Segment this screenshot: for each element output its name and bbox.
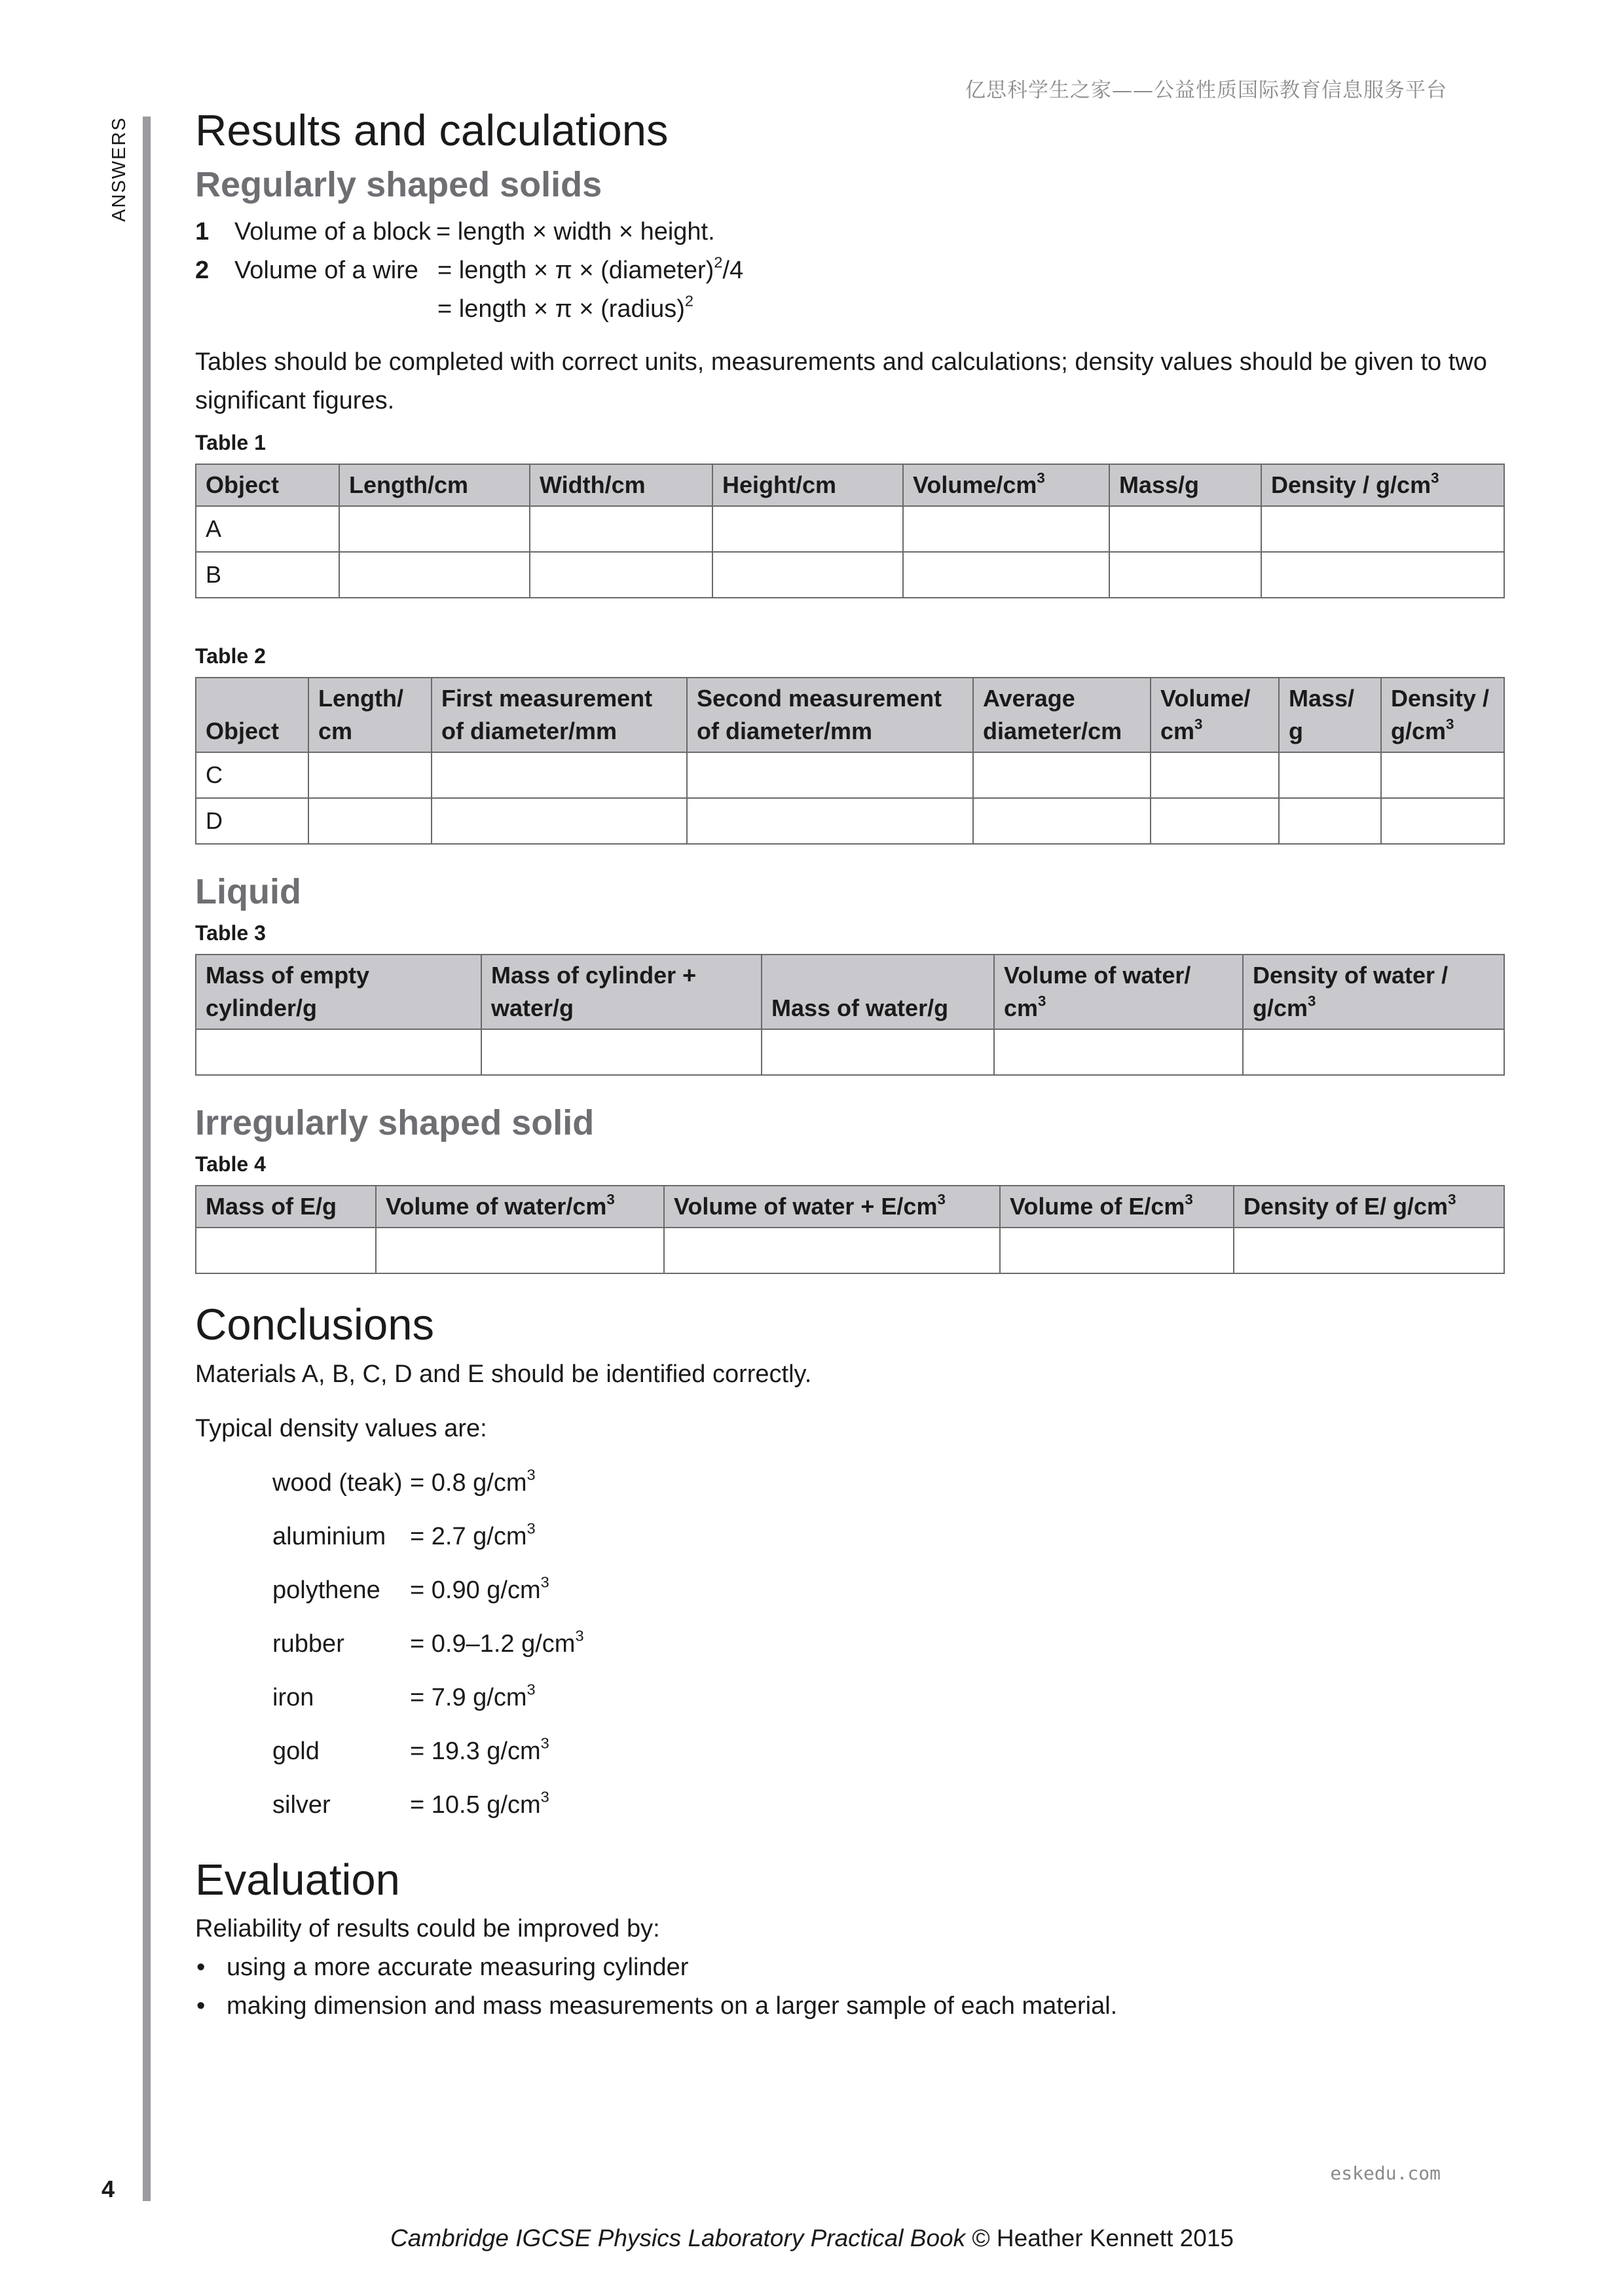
results-title: Results and calculations [195, 106, 669, 155]
table-cell[interactable] [762, 1029, 994, 1075]
conclusions-title: Conclusions [195, 1300, 434, 1349]
regular-solids-title: Regularly shaped solids [195, 165, 602, 205]
table-cell[interactable] [530, 506, 712, 552]
table-header: Length/ cm [308, 678, 432, 752]
table-header: Volume of water/ $cm^3$ [994, 955, 1243, 1029]
table-header: Volume of water + $E/cm^3$ [664, 1186, 1000, 1228]
table-cell[interactable] [1243, 1029, 1504, 1075]
table-header-row [196, 955, 1504, 1029]
table-header: Density of E/ $g/cm^3$ [1234, 1186, 1504, 1228]
equation-expression: = length × π × (diameter)$^2$/4 [437, 253, 744, 285]
density-value: = 0.9–1.2 $g/cm^3$ [410, 1627, 584, 1658]
table-header: Mass of empty cylinder/g [196, 955, 481, 1029]
table-cell[interactable] [530, 552, 712, 598]
table-row [196, 752, 1504, 798]
density-value: = 0.90 $g/cm^3$ [410, 1573, 549, 1604]
table-cell[interactable] [1279, 752, 1381, 798]
list-item: • making dimension and mass measurements on a larger sample of each material. [195, 1987, 1505, 2026]
table-header: Density of water / $g/cm^3$ [1243, 955, 1504, 1029]
table-header-row [196, 464, 1504, 506]
evaluation-list [195, 1948, 1505, 2026]
footer [0, 2225, 1624, 2252]
density-value: = 10.5 $g/cm^3$ [410, 1788, 549, 1819]
list-item [272, 1563, 1505, 1617]
list-item [272, 1617, 1505, 1671]
density-value: = 19.3 $g/cm^3$ [410, 1734, 549, 1765]
table-cell[interactable] [308, 752, 432, 798]
table-cell[interactable] [196, 1228, 376, 1273]
equation-number: 1 [195, 218, 210, 246]
table-header: Mass/ g [1279, 678, 1381, 752]
table-header-row [196, 678, 1504, 752]
table-header: Object [196, 678, 308, 752]
equation-expression: = length × width × height. [435, 218, 715, 246]
table-cell[interactable] [1151, 798, 1279, 844]
table-header: Density / $g/cm^3$ [1381, 678, 1504, 752]
table-cell[interactable] [339, 506, 530, 552]
list-item [272, 1456, 1505, 1510]
list-item [272, 1778, 1505, 1832]
table3 [195, 954, 1505, 1076]
table-row [196, 506, 1504, 552]
table-cell[interactable] [1279, 798, 1381, 844]
table-header-row [196, 1186, 1504, 1228]
table2-label: Table 2 [195, 644, 266, 668]
density-list [272, 1456, 1505, 1832]
equation-row [195, 290, 1505, 329]
table-cell[interactable] [1109, 506, 1261, 552]
irregular-solid-title: Irregularly shaped solid [195, 1102, 595, 1142]
table-cell[interactable] [712, 552, 903, 598]
equation-row [195, 251, 1505, 290]
table-header: Volume/$cm^3$ [903, 464, 1109, 506]
list-item [272, 1510, 1505, 1563]
table-row [196, 552, 1504, 598]
table-header: Second measurement of diameter/mm [687, 678, 973, 752]
density-value: = 2.7 $g/cm^3$ [410, 1520, 536, 1550]
equation-label: Volume of a block [234, 218, 431, 246]
table-header: Volume of water/$cm^3$ [376, 1186, 664, 1228]
table-header: Mass/g [1109, 464, 1261, 506]
side-label-text: ANSWERS [108, 116, 130, 222]
table-cell: D [196, 798, 308, 844]
table-header: Width/cm [530, 464, 712, 506]
list-item: • using a more accurate measuring cylinder [195, 1948, 1505, 1987]
table1-label: Table 1 [195, 431, 266, 455]
table-cell: C [196, 752, 308, 798]
watermark-bottom: eskedu.com [1330, 2162, 1441, 2184]
table-cell[interactable] [994, 1029, 1243, 1075]
table-header: First measurement of diameter/mm [432, 678, 687, 752]
table-cell[interactable] [1109, 552, 1261, 598]
material-name: polythene [272, 1576, 380, 1604]
page-content [195, 105, 1505, 2026]
table2 [195, 677, 1505, 845]
footer-copyright: © Heather Kennett 2015 [965, 2225, 1234, 2251]
table3-label: Table 3 [195, 920, 266, 945]
material-name: silver [272, 1791, 331, 1819]
material-name: aluminium [272, 1522, 386, 1550]
table-cell[interactable] [481, 1029, 762, 1075]
table-cell[interactable] [1151, 752, 1279, 798]
table-header: Average diameter/cm [973, 678, 1151, 752]
table-cell[interactable] [339, 552, 530, 598]
table-cell: A [196, 506, 339, 552]
list-item [272, 1724, 1505, 1778]
table-header: Mass of water/g [762, 955, 994, 1029]
table-cell[interactable] [1381, 752, 1504, 798]
list-item [272, 1671, 1505, 1724]
table-cell[interactable] [432, 752, 687, 798]
table-cell[interactable] [973, 752, 1151, 798]
instructions-note: Tables should be completed with correct units, measurements and calculations; density values should be given to two significant figures. [195, 348, 1487, 415]
footer-book-title: Cambridge IGCSE Physics Laboratory Practical Book [390, 2225, 966, 2251]
density-value: = 7.9 $g/cm^3$ [410, 1681, 536, 1711]
table1 [195, 464, 1505, 598]
table-cell[interactable] [973, 798, 1151, 844]
page-number: 4 [101, 2176, 115, 2202]
table-cell[interactable] [1000, 1228, 1234, 1273]
table-cell[interactable] [376, 1228, 664, 1273]
table-header: Height/cm [712, 464, 903, 506]
table-cell[interactable] [687, 798, 973, 844]
table-row [196, 798, 1504, 844]
side-label [106, 117, 132, 221]
material-name: wood (teak) [272, 1468, 403, 1497]
equation-number: 2 [195, 257, 210, 285]
equation-label: Volume of a wire [234, 257, 418, 285]
table-cell[interactable] [308, 798, 432, 844]
side-bar [143, 117, 151, 2201]
evaluation-title: Evaluation [195, 1855, 400, 1905]
table-cell[interactable] [712, 506, 903, 552]
table-header: Mass of cylinder + water/g [481, 955, 762, 1029]
material-name: rubber [272, 1630, 344, 1658]
table-cell[interactable] [903, 552, 1109, 598]
table-cell[interactable] [1234, 1228, 1504, 1273]
table-header: Mass of E/g [196, 1186, 376, 1228]
table-cell: B [196, 552, 339, 598]
table4-label: Table 4 [195, 1152, 266, 1176]
watermark-top: 亿思科学生之家——公益性质国际教育信息服务平台 [965, 79, 1447, 102]
table-cell[interactable] [196, 1029, 481, 1075]
material-name: iron [272, 1683, 314, 1711]
table-header: Density / $g/cm^3$ [1261, 464, 1504, 506]
table-header: Volume/ $cm^3$ [1151, 678, 1279, 752]
conclusions-line1: Materials A, B, C, D and E should be identified correctly. [195, 1360, 812, 1389]
table-header: Object [196, 464, 339, 506]
evaluation-intro: Reliability of results could be improved by: [195, 1914, 660, 1942]
table-row [196, 1029, 1504, 1075]
material-name: gold [272, 1737, 320, 1765]
table-cell[interactable] [432, 798, 687, 844]
table-header: Length/cm [339, 464, 530, 506]
table-cell[interactable] [903, 506, 1109, 552]
table-cell[interactable] [1381, 798, 1504, 844]
table-cell[interactable] [687, 752, 973, 798]
table-row [196, 1228, 1504, 1273]
liquid-title: Liquid [195, 872, 301, 912]
table-cell[interactable] [1261, 506, 1504, 552]
table-cell[interactable] [1261, 552, 1504, 598]
equation-row [195, 213, 1505, 251]
density-value: = 0.8 $g/cm^3$ [410, 1466, 536, 1497]
table4 [195, 1185, 1505, 1274]
table-cell[interactable] [664, 1228, 1000, 1273]
equations [195, 213, 1505, 329]
table-header: Volume of $E/cm^3$ [1000, 1186, 1234, 1228]
conclusions-line2: Typical density values are: [195, 1415, 487, 1443]
equation-expression: = length × π × (radius)$^2$ [437, 292, 694, 323]
